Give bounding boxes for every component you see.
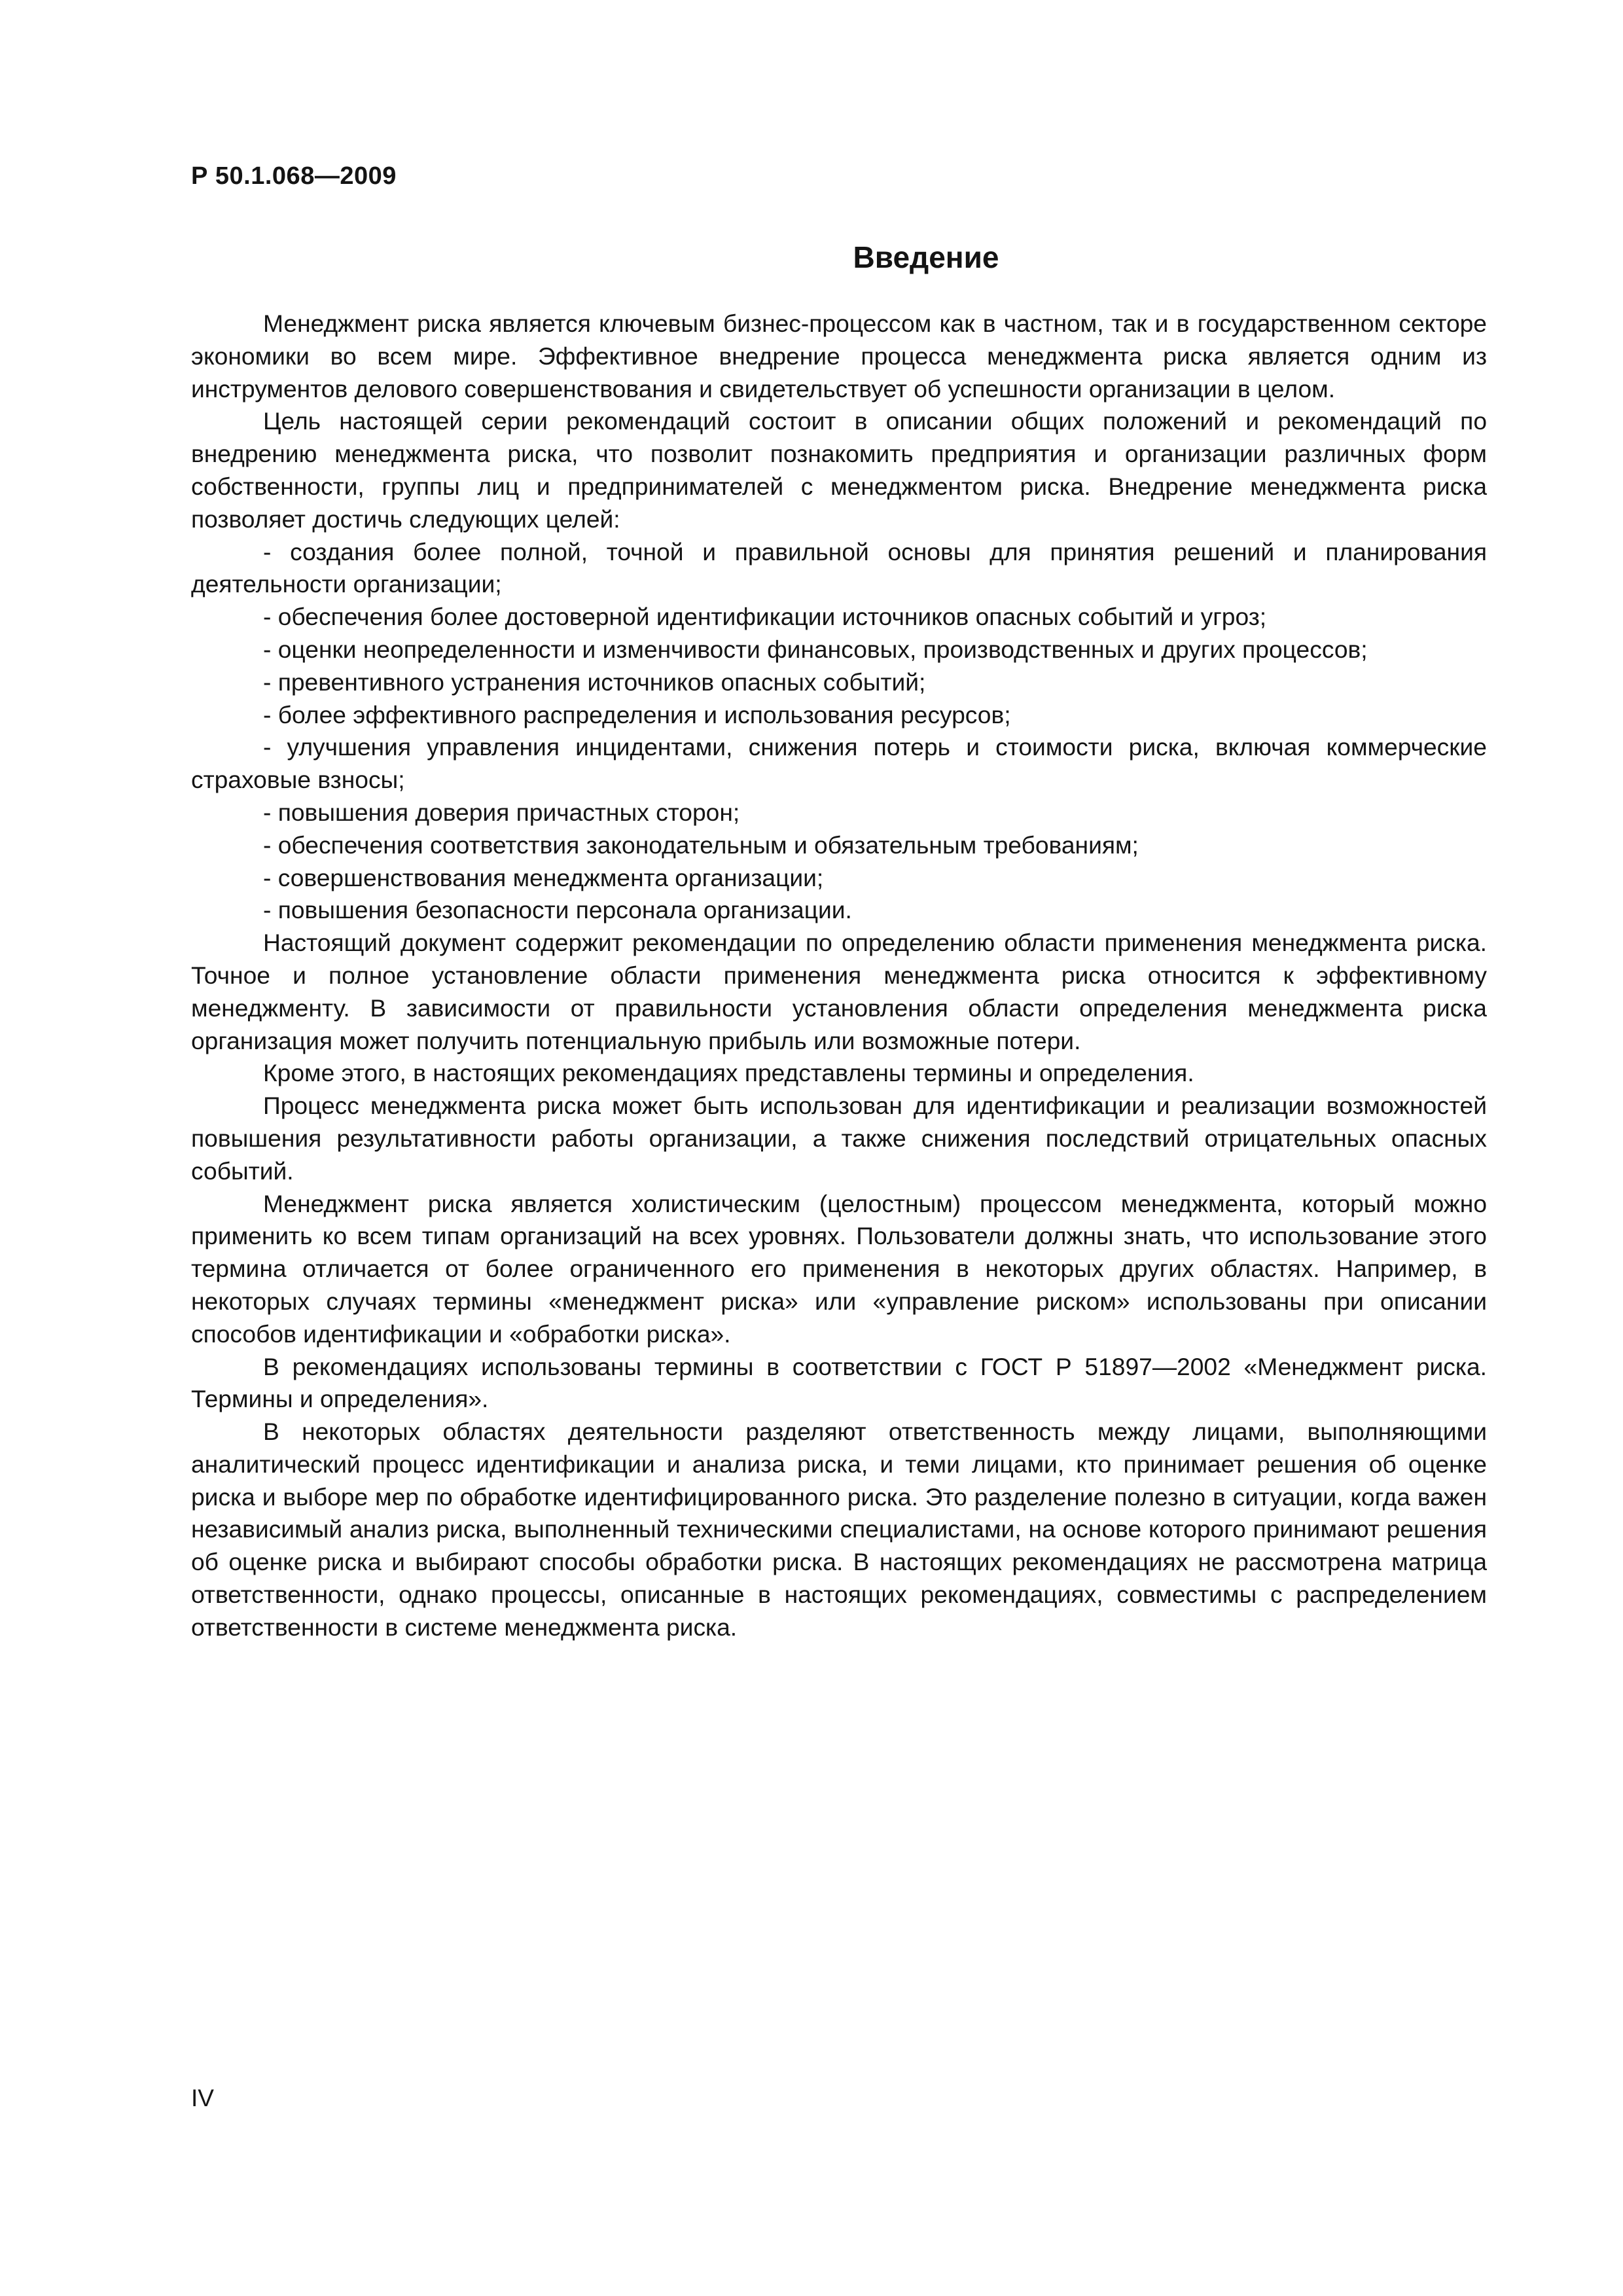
document-code: Р 50.1.068—2009 (191, 162, 397, 190)
paragraph: Кроме этого, в настоящих рекомендациях представлены термины и определения. (263, 1059, 1194, 1087)
list-item: - оценки неопределенности и изменчивости финансовых, производственных и других процессов; (263, 635, 1368, 663)
paragraph: Менеджмент риска является холистическим (целостным) процессом менеджмента, который можно применить ко всем типам организаций на всех уровнях. Пользователи должны знать, что использование этого термина отличается от более ограниченного его применения в некоторых других областях. Например, в некоторых случаях термины «менеджмент риска» или «управление риском» использованы при описании способов идентификации и «обработки риска». (191, 1189, 1487, 1348)
list-item: - повышения безопасности персонала организации. (263, 896, 852, 924)
list-item: - повышения доверия причастных сторон; (263, 798, 740, 826)
paragraph: Настоящий документ содержит рекомендации по определению области применения менеджмента риска. Точное и полное установление области применения менеджмента риска относится к эффективному менеджменту. В зависимости от правильности установления области определения менеджмента риска организация может получить потенциальную прибыль или возможные потери. (191, 929, 1487, 1054)
list-item: - превентивного устранения источников опасных событий; (263, 668, 926, 696)
list-item: - улучшения управления инцидентами, снижения потерь и стоимости риска, включая коммерческие страховые взносы; (191, 733, 1487, 794)
document-body (191, 308, 1487, 1644)
paragraph: Цель настоящей серии рекомендаций состоит в описании общих положений и рекомендаций по внедрению менеджмента риска, что позволит познакомить предприятия и организации различных форм собственности, группы лиц и предпринимателей с менеджментом риска. Внедрение менеджмента риска позволяет достичь следующих целей: (191, 407, 1487, 533)
page-title-text: Введение (853, 240, 999, 274)
list-item: - создания более полной, точной и правильной основы для принятия решений и планирования деятельности организации; (191, 537, 1487, 598)
list-item: - обеспечения соответствия законодательным и обязательным требованиям; (263, 831, 1139, 859)
list-item: - обеспечения более достоверной идентификации источников опасных событий и угроз; (263, 603, 1267, 631)
paragraph: Процесс менеджмента риска может быть использован для идентификации и реализации возможностей повышения результативности работы организации, а также снижения последствий отрицательных опасных событий. (191, 1092, 1487, 1185)
page-number: IV (191, 2085, 214, 2111)
paragraph: В некоторых областях деятельности разделяют ответственность между лицами, выполняющими аналитический процесс идентификации и анализа риска, и теми лицами, кто принимает решения об оценке риска и выборе мер по обработке идентифицированного риска. Это разделение полезно в ситуации, когда важен независимый анализ риска, выполненный техническими специалистами, на основе которого принимают решения об оценке риска и выбирают способы обработки риска. В настоящих рекомендациях не рассмотрена матрица ответственности, однако процессы, описанные в настоящих рекомендациях, совместимы с распределением ответственности в системе менеджмента риска. (191, 1418, 1487, 1641)
list-item: - более эффективного распределения и использования ресурсов; (263, 700, 1011, 728)
paragraph: В рекомендациях использованы термины в соответствии с ГОСТ Р 51897—2002 «Менеджмент риска. Термины и определения». (191, 1352, 1487, 1413)
list-item: - совершенствования менеджмента организации; (263, 863, 824, 891)
paragraph: Менеджмент риска является ключевым бизнес-процессом как в частном, так и в государственном секторе экономики во всем мире. Эффективное внедрение процесса менеджмента риска является одним из инструментов делового совершенствования и свидетельствует об успешности организации в целом. (191, 310, 1487, 403)
page-title (0, 240, 1623, 275)
